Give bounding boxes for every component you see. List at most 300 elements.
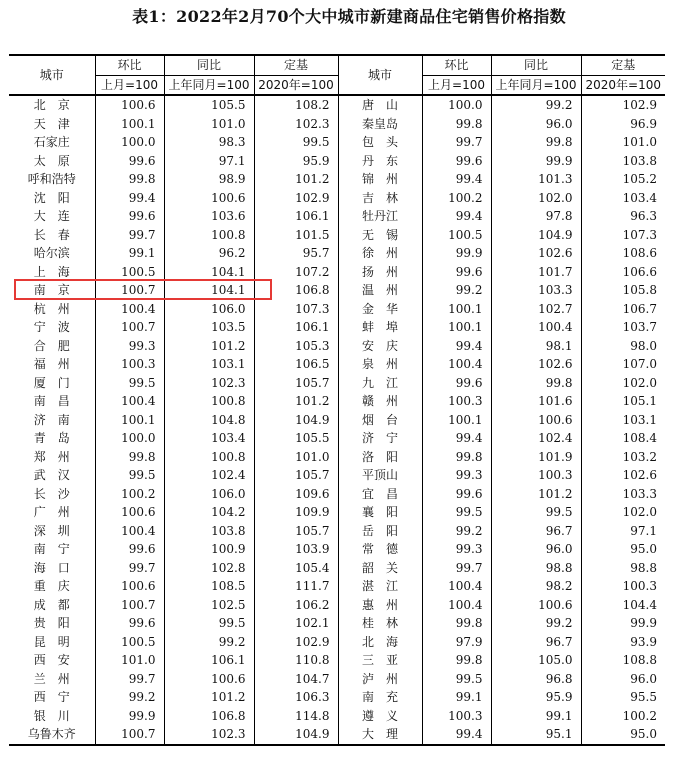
cell-fixed-left: 105.5 [254, 429, 338, 448]
cell-mom-right: 99.8 [422, 651, 491, 670]
cell-mom-right: 100.1 [422, 318, 491, 337]
cell-mom-left: 100.6 [95, 577, 164, 596]
cell-fixed-right: 98.8 [630, 560, 657, 575]
cell-mom-left: 99.6 [95, 207, 164, 226]
cell-fixed-left: 104.9 [254, 411, 338, 430]
cell-yoy-left: 101.2 [164, 337, 254, 356]
cell-fixed-right: 107.0 [622, 357, 657, 372]
cell-city-right: 丹 东 [338, 152, 422, 171]
cell-city-left: 大 连 [9, 207, 95, 226]
cell-yoy-left: 103.5 [164, 318, 254, 337]
cell-fixed-left: 95.7 [254, 244, 338, 263]
cell-mom-right: 99.8 [422, 115, 491, 134]
cell-mom-left: 100.2 [95, 485, 164, 504]
cell-mom-right: 99.7 [422, 133, 491, 152]
cell-mom-right: 100.1 [422, 300, 491, 319]
header-mom-left: 环比 [95, 55, 164, 75]
cell-fixed-left: 102.9 [254, 633, 338, 652]
cell-city-right: 宜 昌 [338, 485, 422, 504]
cell-mom-right: 99.4 [422, 429, 491, 448]
cell-fixed-right: 95.0 [630, 542, 657, 557]
table-row [9, 503, 665, 522]
cell-city-left: 深 圳 [9, 522, 95, 541]
table-row [9, 725, 665, 745]
cell-mom-left: 99.7 [95, 226, 164, 245]
cell-city-left: 海 口 [9, 559, 95, 578]
cell-yoy-left: 100.8 [164, 448, 254, 467]
cell-yoy-right: 96.8 [491, 670, 581, 689]
table-row [9, 466, 665, 485]
cell-yoy-right: 101.2 [491, 485, 581, 504]
cell-mom-left: 99.7 [95, 670, 164, 689]
table-row [9, 707, 665, 726]
cell-yoy-right: 95.1 [491, 725, 581, 745]
cell-fixed-left: 110.8 [254, 651, 338, 670]
cell-mom-right: 97.9 [422, 633, 491, 652]
cell-fixed-right: 104.4 [622, 597, 657, 612]
cell-mom-left: 99.4 [95, 189, 164, 208]
header-fixed-right: 定基 [581, 55, 665, 75]
cell-city-left: 宁 波 [9, 318, 95, 337]
cell-yoy-left: 100.8 [164, 226, 254, 245]
cell-city-right: 桂 林 [338, 614, 422, 633]
cell-city-right: 常 德 [338, 540, 422, 559]
cell-city-right: 吉 林 [338, 189, 422, 208]
cell-city-right: 韶 关 [338, 559, 422, 578]
cell-city-left: 南 昌 [9, 392, 95, 411]
cell-mom-right: 99.8 [422, 614, 491, 633]
cell-mom-left: 99.8 [95, 170, 164, 189]
cell-mom-left: 99.6 [95, 152, 164, 171]
cell-yoy-right: 96.0 [491, 540, 581, 559]
header-mom-right: 环比 [422, 55, 491, 75]
cell-mom-left: 99.8 [95, 448, 164, 467]
cell-mom-left: 100.6 [95, 95, 164, 115]
cell-fixed-left: 104.7 [254, 670, 338, 689]
cell-yoy-right: 101.6 [491, 392, 581, 411]
table-row [9, 651, 665, 670]
cell-mom-left: 100.0 [95, 429, 164, 448]
cell-yoy-left: 102.8 [164, 559, 254, 578]
table-row [9, 337, 665, 356]
cell-yoy-left: 99.5 [164, 614, 254, 633]
cell-mom-right: 99.2 [422, 522, 491, 541]
cell-fixed-right: 107.3 [622, 227, 657, 242]
table-row [9, 133, 665, 152]
cell-city-right: 蚌 埠 [338, 318, 422, 337]
cell-fixed-right: 100.3 [622, 579, 657, 594]
cell-mom-left: 100.7 [95, 281, 164, 300]
cell-fixed-left: 105.7 [254, 374, 338, 393]
cell-yoy-left: 106.0 [164, 300, 254, 319]
cell-fixed-right: 97.1 [630, 523, 657, 538]
cell-city-left: 昆 明 [9, 633, 95, 652]
table-row [9, 670, 665, 689]
cell-yoy-left: 98.3 [164, 133, 254, 152]
cell-city-left: 南 京 [9, 281, 95, 300]
cell-city-left: 厦 门 [9, 374, 95, 393]
subheader-yoy-right: 上年同月=100 [491, 75, 581, 95]
cell-fixed-left: 106.2 [254, 596, 338, 615]
cell-city-left: 青 岛 [9, 429, 95, 448]
cell-city-left: 哈尔滨 [9, 244, 95, 263]
cell-mom-right: 100.3 [422, 392, 491, 411]
cell-yoy-left: 102.5 [164, 596, 254, 615]
cell-fixed-right: 103.1 [622, 412, 657, 427]
cell-city-right: 烟 台 [338, 411, 422, 430]
table-row [9, 152, 665, 171]
cell-yoy-left: 103.4 [164, 429, 254, 448]
cell-mom-left: 100.4 [95, 300, 164, 319]
cell-mom-left: 99.3 [95, 337, 164, 356]
cell-fixed-left: 108.2 [254, 95, 338, 115]
cell-fixed-left: 95.9 [254, 152, 338, 171]
cell-fixed-left: 106.8 [254, 281, 338, 300]
cell-city-right: 岳 阳 [338, 522, 422, 541]
cell-mom-right: 100.4 [422, 596, 491, 615]
cell-city-left: 西 安 [9, 651, 95, 670]
table-row [9, 688, 665, 707]
cell-city-left: 武 汉 [9, 466, 95, 485]
cell-mom-right: 100.4 [422, 355, 491, 374]
cell-yoy-left: 103.6 [164, 207, 254, 226]
header-city-left: 城市 [9, 55, 95, 95]
cell-city-left: 沈 阳 [9, 189, 95, 208]
cell-city-right: 惠 州 [338, 596, 422, 615]
cell-yoy-right: 96.7 [491, 522, 581, 541]
cell-city-right: 遵 义 [338, 707, 422, 726]
cell-yoy-right: 101.7 [491, 263, 581, 282]
cell-fixed-right: 100.2 [622, 708, 657, 723]
cell-yoy-right: 96.7 [491, 633, 581, 652]
cell-city-left: 广 州 [9, 503, 95, 522]
cell-fixed-left: 111.7 [254, 577, 338, 596]
cell-city-left: 兰 州 [9, 670, 95, 689]
cell-yoy-right: 95.9 [491, 688, 581, 707]
cell-fixed-right: 103.3 [622, 486, 657, 501]
table-row [9, 115, 665, 134]
table-row [9, 614, 665, 633]
cell-city-right: 温 州 [338, 281, 422, 300]
cell-mom-right: 99.1 [422, 688, 491, 707]
cell-yoy-right: 101.9 [491, 448, 581, 467]
cell-mom-left: 99.1 [95, 244, 164, 263]
cell-yoy-left: 106.8 [164, 707, 254, 726]
cell-fixed-right: 102.9 [622, 98, 657, 113]
table-row [9, 485, 665, 504]
cell-mom-left: 100.3 [95, 355, 164, 374]
cell-mom-right: 99.9 [422, 244, 491, 263]
cell-yoy-left: 100.6 [164, 670, 254, 689]
cell-city-left: 杭 州 [9, 300, 95, 319]
cell-fixed-left: 106.5 [254, 355, 338, 374]
cell-fixed-left: 101.2 [254, 170, 338, 189]
table-row [9, 392, 665, 411]
table-row [9, 226, 665, 245]
cell-city-left: 长 春 [9, 226, 95, 245]
cell-fixed-left: 102.3 [254, 115, 338, 134]
cell-yoy-left: 102.3 [164, 374, 254, 393]
cell-city-right: 锦 州 [338, 170, 422, 189]
cell-mom-left: 100.1 [95, 115, 164, 134]
cell-fixed-right: 103.2 [622, 449, 657, 464]
cell-city-left: 郑 州 [9, 448, 95, 467]
cell-yoy-left: 106.0 [164, 485, 254, 504]
header-yoy-right: 同比 [491, 55, 581, 75]
cell-mom-left: 99.6 [95, 614, 164, 633]
cell-mom-left: 99.6 [95, 540, 164, 559]
cell-city-right: 徐 州 [338, 244, 422, 263]
cell-city-left: 天 津 [9, 115, 95, 134]
cell-mom-right: 99.4 [422, 207, 491, 226]
cell-mom-right: 99.8 [422, 448, 491, 467]
header-city-right: 城市 [338, 55, 422, 95]
cell-yoy-right: 99.8 [491, 374, 581, 393]
cell-city-left: 太 原 [9, 152, 95, 171]
cell-yoy-right: 99.1 [491, 707, 581, 726]
table-row [9, 263, 665, 282]
cell-fixed-right: 103.4 [622, 190, 657, 205]
cell-city-right: 包 头 [338, 133, 422, 152]
table-row [9, 596, 665, 615]
cell-fixed-left: 104.9 [254, 725, 338, 745]
cell-yoy-right: 105.0 [491, 651, 581, 670]
cell-fixed-right: 96.3 [630, 209, 657, 224]
table-row [9, 300, 665, 319]
cell-yoy-left: 105.5 [164, 95, 254, 115]
table-row [9, 540, 665, 559]
cell-city-left: 长 沙 [9, 485, 95, 504]
cell-mom-right: 99.6 [422, 152, 491, 171]
cell-fixed-left: 105.7 [254, 522, 338, 541]
cell-yoy-right: 102.4 [491, 429, 581, 448]
cell-fixed-right: 105.2 [622, 172, 657, 187]
cell-city-right: 湛 江 [338, 577, 422, 596]
cell-yoy-right: 102.0 [491, 189, 581, 208]
cell-yoy-right: 102.7 [491, 300, 581, 319]
cell-city-left: 成 都 [9, 596, 95, 615]
cell-yoy-right: 99.2 [491, 95, 581, 115]
cell-yoy-right: 96.0 [491, 115, 581, 134]
cell-mom-right: 99.4 [422, 337, 491, 356]
cell-city-right: 唐 山 [338, 95, 422, 115]
cell-yoy-left: 100.6 [164, 189, 254, 208]
cell-yoy-left: 108.5 [164, 577, 254, 596]
cell-mom-right: 99.6 [422, 263, 491, 282]
cell-fixed-right: 105.8 [622, 283, 657, 298]
table-row [9, 374, 665, 393]
cell-mom-right: 100.0 [422, 95, 491, 115]
cell-mom-left: 99.7 [95, 559, 164, 578]
cell-yoy-left: 104.2 [164, 503, 254, 522]
table-row [9, 244, 665, 263]
cell-fixed-left: 103.9 [254, 540, 338, 559]
cell-city-left: 北 京 [9, 95, 95, 115]
cell-fixed-right: 106.6 [622, 264, 657, 279]
cell-mom-left: 100.4 [95, 392, 164, 411]
cell-city-right: 平顶山 [338, 466, 422, 485]
cell-yoy-right: 100.3 [491, 466, 581, 485]
cell-mom-right: 100.1 [422, 411, 491, 430]
cell-fixed-left: 106.1 [254, 318, 338, 337]
cell-city-right: 金 华 [338, 300, 422, 319]
cell-mom-right: 99.5 [422, 503, 491, 522]
cell-mom-right: 100.3 [422, 707, 491, 726]
cell-city-right: 泉 州 [338, 355, 422, 374]
cell-city-right: 九 江 [338, 374, 422, 393]
table-row [9, 633, 665, 652]
table-row [9, 170, 665, 189]
cell-city-left: 福 州 [9, 355, 95, 374]
table-row [9, 577, 665, 596]
cell-yoy-left: 104.8 [164, 411, 254, 430]
subheader-yoy-left: 上年同月=100 [164, 75, 254, 95]
cell-fixed-left: 105.3 [254, 337, 338, 356]
table-row [9, 559, 665, 578]
cell-fixed-right: 106.7 [622, 301, 657, 316]
cell-yoy-right: 98.1 [491, 337, 581, 356]
cell-mom-left: 101.0 [95, 651, 164, 670]
cell-yoy-left: 99.2 [164, 633, 254, 652]
cell-mom-left: 100.7 [95, 318, 164, 337]
cell-yoy-left: 102.3 [164, 725, 254, 745]
cell-city-right: 三 亚 [338, 651, 422, 670]
cell-mom-left: 100.7 [95, 725, 164, 745]
cell-mom-left: 100.0 [95, 133, 164, 152]
table-row [9, 429, 665, 448]
cell-yoy-right: 100.4 [491, 318, 581, 337]
cell-city-right: 大 理 [338, 725, 422, 745]
cell-fixed-left: 105.4 [254, 559, 338, 578]
cell-fixed-left: 106.3 [254, 688, 338, 707]
cell-fixed-right: 108.8 [622, 653, 657, 668]
cell-fixed-right: 102.0 [622, 505, 657, 520]
cell-city-left: 济 南 [9, 411, 95, 430]
cell-fixed-right: 103.8 [622, 153, 657, 168]
cell-city-right: 秦皇岛 [338, 115, 422, 134]
cell-fixed-right: 108.6 [622, 246, 657, 261]
table-row [9, 95, 665, 115]
cell-fixed-right: 93.9 [630, 634, 657, 649]
cell-yoy-right: 102.6 [491, 244, 581, 263]
cell-mom-right: 99.4 [422, 170, 491, 189]
cell-mom-left: 100.1 [95, 411, 164, 430]
cell-mom-right: 99.7 [422, 559, 491, 578]
cell-mom-left: 100.5 [95, 633, 164, 652]
cell-fixed-left: 109.9 [254, 503, 338, 522]
cell-fixed-left: 114.8 [254, 707, 338, 726]
cell-yoy-left: 106.1 [164, 651, 254, 670]
cell-fixed-right: 102.0 [622, 375, 657, 390]
cell-fixed-left: 105.7 [254, 466, 338, 485]
cell-mom-left: 100.7 [95, 596, 164, 615]
cell-fixed-right: 101.0 [622, 135, 657, 150]
cell-city-right: 无 锡 [338, 226, 422, 245]
cell-mom-left: 99.9 [95, 707, 164, 726]
cell-fixed-right: 108.4 [622, 431, 657, 446]
cell-fixed-left: 107.2 [254, 263, 338, 282]
cell-fixed-right: 98.0 [630, 338, 657, 353]
cell-mom-right: 99.5 [422, 670, 491, 689]
cell-yoy-right: 98.2 [491, 577, 581, 596]
cell-mom-left: 100.4 [95, 522, 164, 541]
cell-city-left: 乌鲁木齐 [9, 725, 95, 745]
cell-yoy-left: 103.1 [164, 355, 254, 374]
subheader-fixed-right: 2020年=100 [581, 75, 665, 95]
subheader-mom-right: 上月=100 [422, 75, 491, 95]
cell-city-left: 石家庄 [9, 133, 95, 152]
cell-fixed-right: 105.1 [622, 394, 657, 409]
cell-mom-right: 100.2 [422, 189, 491, 208]
cell-city-right: 安 庆 [338, 337, 422, 356]
cell-mom-left: 99.5 [95, 466, 164, 485]
cell-city-left: 上 海 [9, 263, 95, 282]
header-yoy-left: 同比 [164, 55, 254, 75]
cell-fixed-left: 101.5 [254, 226, 338, 245]
cell-mom-right: 99.6 [422, 485, 491, 504]
table-row [9, 318, 665, 337]
table-row [9, 411, 665, 430]
cell-fixed-right: 102.6 [622, 468, 657, 483]
cell-fixed-left: 109.6 [254, 485, 338, 504]
cell-yoy-left: 100.8 [164, 392, 254, 411]
cell-fixed-left: 99.5 [254, 133, 338, 152]
cell-yoy-left: 98.9 [164, 170, 254, 189]
cell-city-right: 襄 阳 [338, 503, 422, 522]
cell-yoy-right: 102.6 [491, 355, 581, 374]
table-row [9, 522, 665, 541]
cell-yoy-left: 100.9 [164, 540, 254, 559]
cell-city-right: 洛 阳 [338, 448, 422, 467]
cell-city-right: 赣 州 [338, 392, 422, 411]
cell-yoy-right: 100.6 [491, 411, 581, 430]
cell-yoy-left: 97.1 [164, 152, 254, 171]
cell-yoy-left: 104.1 [164, 263, 254, 282]
table-body [9, 95, 665, 745]
cell-city-right: 牡丹江 [338, 207, 422, 226]
cell-city-right: 北 海 [338, 633, 422, 652]
cell-fixed-right: 95.0 [581, 725, 665, 745]
cell-mom-right: 99.3 [422, 540, 491, 559]
subheader-mom-left: 上月=100 [95, 75, 164, 95]
cell-city-left: 合 肥 [9, 337, 95, 356]
cell-mom-right: 100.5 [422, 226, 491, 245]
cell-fixed-right: 96.0 [630, 671, 657, 686]
cell-yoy-right: 100.6 [491, 596, 581, 615]
subheader-fixed-left: 2020年=100 [254, 75, 338, 95]
cell-fixed-right: 95.5 [630, 690, 657, 705]
cell-yoy-left: 102.4 [164, 466, 254, 485]
cell-yoy-right: 104.9 [491, 226, 581, 245]
cell-city-left: 重 庆 [9, 577, 95, 596]
cell-city-left: 呼和浩特 [9, 170, 95, 189]
cell-mom-right: 99.2 [422, 281, 491, 300]
cell-mom-left: 100.6 [95, 503, 164, 522]
cell-yoy-right: 99.2 [491, 614, 581, 633]
cell-yoy-left: 101.2 [164, 688, 254, 707]
cell-city-right: 泸 州 [338, 670, 422, 689]
cell-yoy-right: 99.9 [491, 152, 581, 171]
cell-fixed-left: 102.1 [254, 614, 338, 633]
cell-city-right: 南 充 [338, 688, 422, 707]
cell-mom-left: 99.2 [95, 688, 164, 707]
table-row [9, 355, 665, 374]
cell-fixed-left: 101.2 [254, 392, 338, 411]
cell-yoy-right: 103.3 [491, 281, 581, 300]
cell-yoy-left: 101.0 [164, 115, 254, 134]
cell-fixed-left: 101.0 [254, 448, 338, 467]
cell-fixed-left: 102.9 [254, 189, 338, 208]
